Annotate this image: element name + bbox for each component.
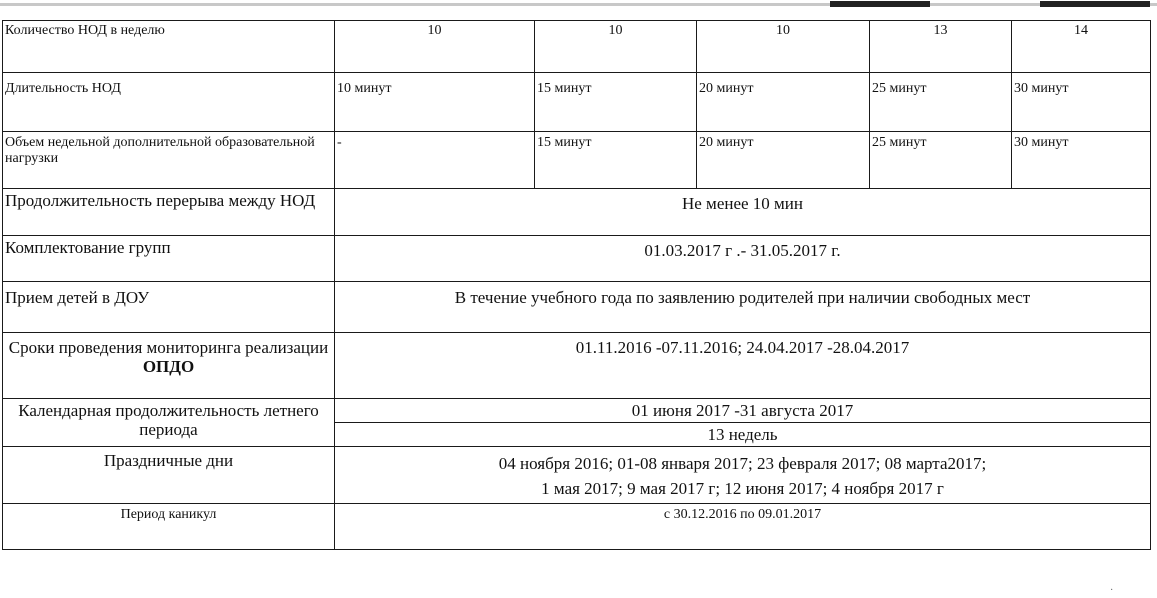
table-cell: 20 минут xyxy=(697,132,870,189)
table-cell: 14 xyxy=(1012,21,1151,73)
table-cell: 25 минут xyxy=(870,132,1012,189)
table-cell: 10 xyxy=(335,21,535,73)
table-cell: 13 недель xyxy=(335,423,1151,447)
table-cell: с 30.12.2016 по 09.01.2017 xyxy=(335,504,1151,550)
table-cell: 10 минут xyxy=(335,73,535,132)
table-row-holidays xyxy=(3,447,1151,504)
scan-top-mark xyxy=(830,1,930,7)
row-label xyxy=(3,333,335,399)
row-label: Комплектование групп xyxy=(3,236,335,282)
table-cell: 30 минут xyxy=(1012,132,1151,189)
table-cell: 10 xyxy=(535,21,697,73)
table-cell: 01 июня 2017 -31 августа 2017 xyxy=(335,399,1151,423)
table-row-vacation xyxy=(3,504,1151,550)
table-row-admission xyxy=(3,282,1151,333)
table-row-nod-duration xyxy=(3,73,1151,132)
table-row-break xyxy=(3,189,1151,236)
table-row-extra-load xyxy=(3,132,1151,189)
table-cell: 01.03.2017 г .- 31.05.2017 г. xyxy=(335,236,1151,282)
table-row-nod-count xyxy=(3,21,1151,73)
table-cell: - xyxy=(335,132,535,189)
row-label: Календарная продолжительность летнего периода xyxy=(3,399,335,447)
table-cell: 15 минут xyxy=(535,73,697,132)
table-row-summer xyxy=(3,399,1151,423)
table-cell: В течение учебного года по заявлению родителей при наличии свободных мест xyxy=(335,282,1151,333)
holidays-line: 1 мая 2017; 9 мая 2017 г; 12 июня 2017; 4 ноября 2017 г xyxy=(541,479,944,498)
table-row-monitoring xyxy=(3,333,1151,399)
scan-speck: · xyxy=(1110,585,1114,596)
table-cell: Не менее 10 мин xyxy=(335,189,1151,236)
table-cell: 10 xyxy=(697,21,870,73)
table-cell: 30 минут xyxy=(1012,73,1151,132)
row-label: Длительность НОД xyxy=(3,73,335,132)
row-label: Объем недельной дополнительной образовательной нагрузки xyxy=(3,132,335,189)
table-cell: 01.11.2016 -07.11.2016; 24.04.2017 -28.04.2017 xyxy=(335,333,1151,399)
row-label: Период каникул xyxy=(3,504,335,550)
table-cell xyxy=(335,447,1151,504)
row-label: Продолжительность перерыва между НОД xyxy=(3,189,335,236)
scan-top-edge xyxy=(0,3,1157,6)
schedule-table xyxy=(2,20,1151,550)
table-cell: 25 минут xyxy=(870,73,1012,132)
row-label: Количество НОД в неделю xyxy=(3,21,335,73)
table-cell: 20 минут xyxy=(697,73,870,132)
scan-top-mark xyxy=(1040,1,1150,7)
table-row-groups xyxy=(3,236,1151,282)
row-label: Праздничные дни xyxy=(3,447,335,504)
row-label-bold: ОПДО xyxy=(142,357,195,376)
holidays-line: 04 ноября 2016; 01-08 января 2017; 23 февраля 2017; 08 марта2017; xyxy=(498,454,987,473)
table-cell: 13 xyxy=(870,21,1012,73)
row-label-text: Сроки проведения мониторинга реализации xyxy=(8,338,329,357)
row-label: Прием детей в ДОУ xyxy=(3,282,335,333)
table-cell: 15 минут xyxy=(535,132,697,189)
